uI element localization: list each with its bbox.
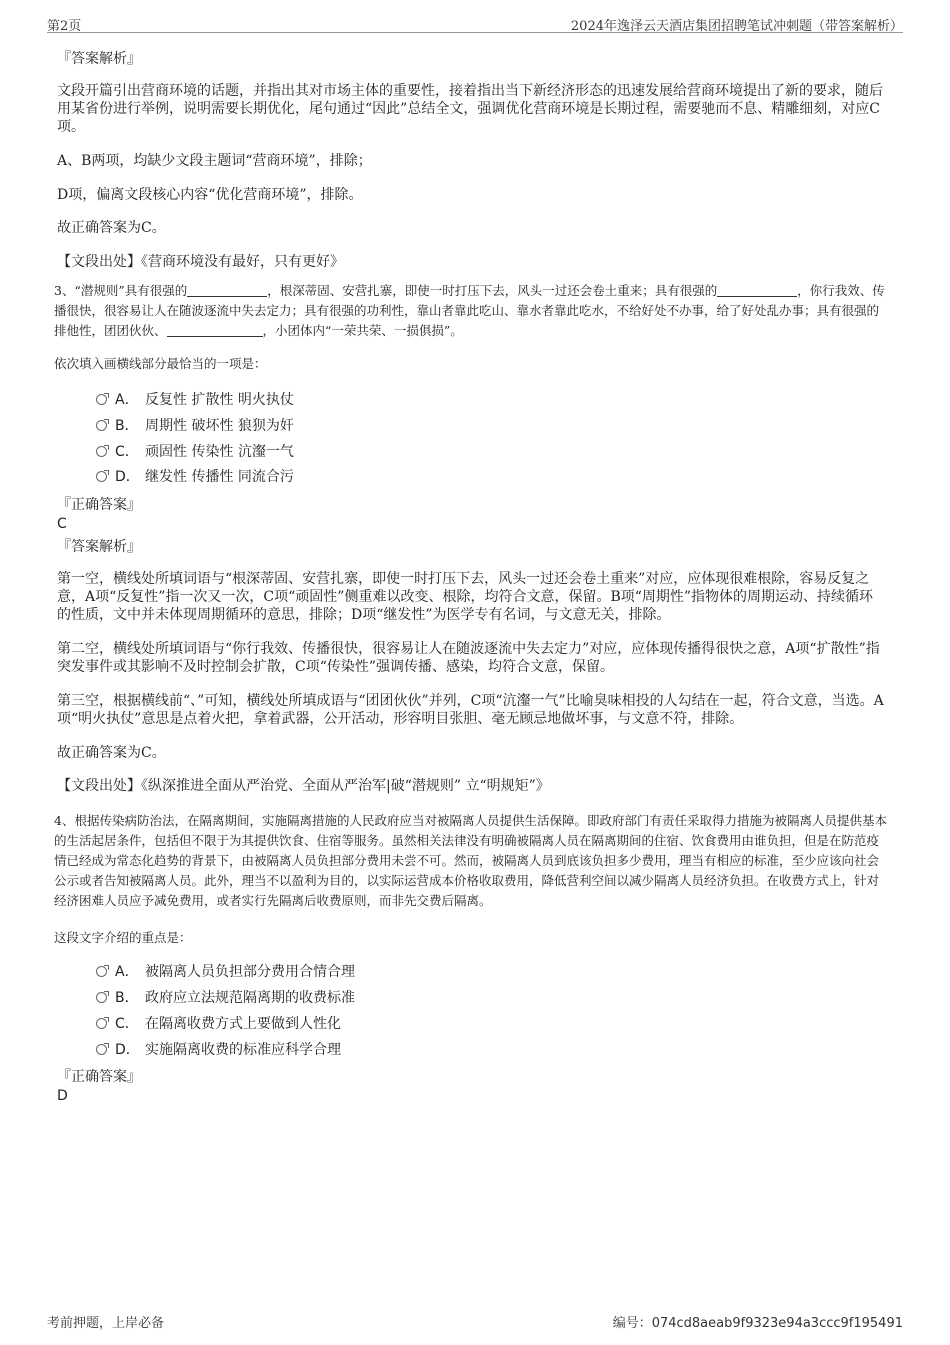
q3-source: 【文段出处】《纵深推进全面从严治党、全面从严治军|破“潜规则” 立“明规矩”》 <box>57 778 550 794</box>
q3-option-c[interactable]: C． 顽固性 传染性 沆瀣一气 <box>96 443 294 461</box>
blank-line <box>167 324 263 337</box>
page-header <box>47 10 903 33</box>
q2-conclusion: 故正确答案为C。 <box>57 220 166 236</box>
radio-icon[interactable] <box>96 1044 107 1055</box>
q2-analysis-paragraph-2: A、B两项，均缺少文段主题词“营商环境”，排除； <box>57 153 372 169</box>
q3-analysis-label: 『答案解析』 <box>57 539 141 555</box>
radio-icon[interactable] <box>96 992 107 1003</box>
q4-option-b[interactable]: B． 政府应立法规范隔离期的收费标准 <box>96 989 355 1007</box>
footer-slogan: 考前押题，上岸必备 <box>47 1316 165 1331</box>
q4-stem: 4、根据传染病防治法，在隔离期间，实施隔离措施的人民政府应当对被隔离人员提供生活保障。即政府部门有责任采取得力措施为被隔离人员提供基本的生活起居条件，包括但不限于为其提供饮食、住宿等服务。虽然相关法律没有明确被隔离人员在隔离期间的住宿、饮食费用由谁负担，但是在防范疫情已经成为常态化趋势的背景下，由被隔离人员负担部分费用未尝不可。然而，被隔离人员到底该负担多少费用，理当有相应的标准，至少应该向社会公示或者告知被隔离人员。此外，理当不以盈利为目的，以实际运营成本价格收取费用，降低营利空间以减少隔离人员经济负担。在收费方式上，针对经济困难人员应予减免费用，或者实行先隔离后收费原则，而非先交费后隔离。 <box>54 813 887 908</box>
radio-icon[interactable] <box>96 394 107 405</box>
radio-icon[interactable] <box>96 471 107 482</box>
q4-answer-label: 『正确答案』 <box>57 1069 141 1085</box>
q4-answer: D <box>57 1088 68 1104</box>
blank-line <box>717 284 797 297</box>
q3-conclusion: 故正确答案为C。 <box>57 745 166 761</box>
radio-icon[interactable] <box>96 446 107 457</box>
blank-line <box>187 284 267 297</box>
q3-analysis-paragraph-2: 第二空，横线处所填词语与“你行我效、传播很快，很容易让人在随波逐流中失去定力”对应，应体现传播得很快之意，A项“扩散性”指突发事件或其影响不及时控制会扩散，C项“传染性”强调传播、感染，均符合文意，保留。 <box>57 641 880 675</box>
q2-analysis-paragraph-3: D项，偏离文段核心内容“优化营商环境”，排除。 <box>57 187 363 203</box>
q3-option-a[interactable]: A． 反复性 扩散性 明火执仗 <box>96 391 294 409</box>
radio-icon[interactable] <box>96 420 107 431</box>
page-number: 第2页 <box>47 19 82 34</box>
radio-icon[interactable] <box>96 966 107 977</box>
q3-option-b[interactable]: B． 周期性 破坏性 狼狈为奸 <box>96 417 294 435</box>
radio-icon[interactable] <box>96 1018 107 1029</box>
q4-prompt: 这段文字介绍的重点是： <box>54 930 192 945</box>
q3-option-d[interactable]: D． 继发性 传播性 同流合污 <box>96 468 294 486</box>
q3-analysis-paragraph-3: 第三空，根据横线前“、”可知，横线处所填成语与“团团伙伙”并列，C项“沆瀣一气”比喻臭味相投的人勾结在一起，符合文意，当选。A项“明火执仗”意思是点着火把，拿着武器，公开活动，形容明目张胆、毫无顾忌地做坏事，与文意不符，排除。 <box>57 693 884 727</box>
q3-analysis-paragraph-1: 第一空，横线处所填词语与“根深蒂固、安营扎寨，即使一时打压下去，风头一过还会卷土重来”对应，应体现很难根除，容易反复之意，A项“反复性”指一次又一次，C项“顽固性”侧重难以改变、根除，均符合文意，保留。B项“周期性”指物体的周期运动、持续循环的性质，文中并未体现周期循环的意思，排除；D项“继发性”为医学专有名词，与文意无关，排除。 <box>57 571 874 623</box>
q3-prompt: 依次填入画横线部分最恰当的一项是： <box>54 356 267 371</box>
q2-source: 【文段出处】《营商环境没有最好，只有更好》 <box>57 254 344 270</box>
q3-answer-label: 『正确答案』 <box>57 497 141 513</box>
document-title: 2024年逸泽云天酒店集团招聘笔试冲刺题（带答案解析） <box>570 19 903 34</box>
q2-analysis-label: 『答案解析』 <box>57 51 141 67</box>
q3-stem: 3、“潜规则”具有很强的 ，根深蒂固、安营扎寨，即使一时打压下去，风头一过还会卷土重来；具有很强的 ，你行我效、传播很快，很容易让人在随波逐流中失去定力；具有很强的功利性，靠山者靠此吃山、靠水者靠此吃水，不给好处不办事，给了好处乱办事；具有很强的排他性，团团伙伙、 ，小团体内“一荣共荣、一损俱损”。 <box>54 283 885 338</box>
document-id: 编号：074cd8aeab9f9323e94a3ccc9f195491 <box>612 1316 903 1331</box>
q4-option-d[interactable]: D． 实施隔离收费的标准应科学合理 <box>96 1041 341 1059</box>
q3-answer: C <box>57 516 67 532</box>
q4-option-c[interactable]: C． 在隔离收费方式上要做到人性化 <box>96 1015 341 1033</box>
q2-analysis-paragraph-1: 文段开篇引出营商环境的话题，并指出其对市场主体的重要性，接着指出当下新经济形态的迅速发展给营商环境提出了新的要求，随后用某省份进行举例，说明需要长期优化，尾句通过“因此”总结全文，强调优化营商环境是长期过程，需要驰而不息、精雕细刻，对应C项。 <box>57 83 883 135</box>
q4-option-a[interactable]: A． 被隔离人员负担部分费用合情合理 <box>96 963 355 981</box>
